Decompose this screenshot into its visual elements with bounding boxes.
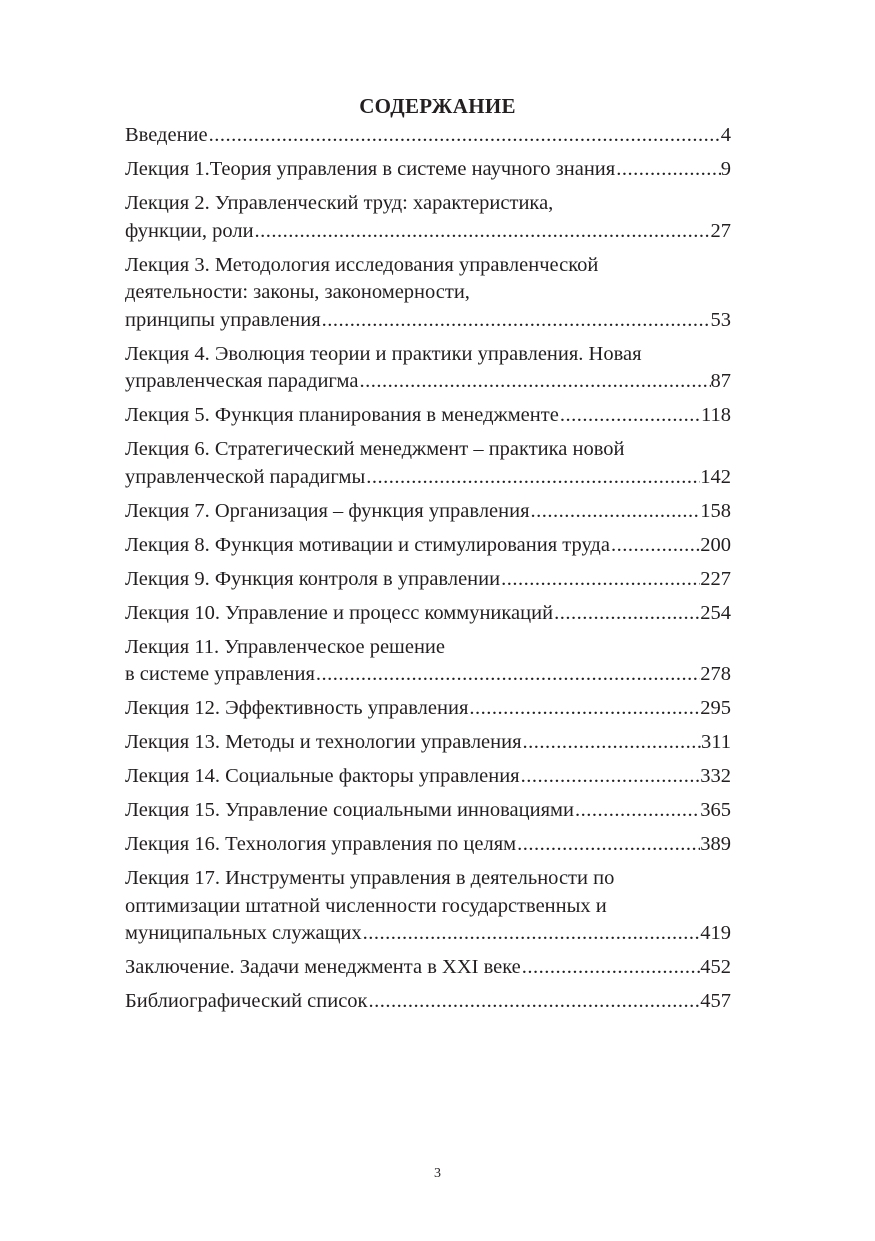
toc-entry-text: Введение (125, 124, 208, 146)
toc-entry (125, 797, 731, 825)
toc-page-number: 87 (710, 370, 731, 392)
toc-entry (125, 436, 731, 491)
toc-entry (125, 341, 731, 396)
toc-page-number: 254 (700, 601, 731, 624)
toc-entry-text: Лекция 15. Управление социальными инновациями (125, 799, 574, 821)
toc-entry-text: Лекция 1.Теория управления в системе научного знания (125, 158, 616, 180)
dot-leader (208, 122, 721, 150)
table-of-contents (125, 122, 731, 1022)
dot-leader (500, 566, 700, 594)
toc-entry-row (125, 218, 731, 246)
toc-entry (125, 402, 731, 430)
toc-entry-row (125, 729, 731, 757)
dot-leader (521, 954, 700, 982)
toc-entry (125, 600, 731, 628)
toc-page-number: 53 (710, 308, 731, 331)
toc-entry (125, 763, 731, 791)
toc-page-number: 9 (720, 158, 731, 180)
toc-page-number: 227 (700, 567, 731, 590)
toc-entry (125, 729, 731, 757)
toc-entry (125, 634, 731, 689)
toc-entry-row (125, 566, 731, 594)
toc-entry-text: Лекция 12. Эффективность управления (125, 697, 469, 719)
dot-leader (321, 307, 711, 335)
toc-entry-text: функции, роли (125, 219, 254, 242)
toc-entry-text: Лекция 11. Управленческое решение (125, 635, 445, 658)
toc-entry-row (125, 307, 731, 335)
dot-leader (254, 218, 711, 246)
toc-entry (125, 498, 731, 526)
toc-entry-row (125, 122, 731, 150)
toc-entry-text: Лекция 10. Управление и процесс коммуникаций (125, 601, 554, 624)
toc-page-number: 27 (710, 219, 731, 242)
toc-entry-row (125, 661, 731, 689)
toc-entry-text: Лекция 9. Функция контроля в управлении (125, 567, 501, 590)
dot-leader (610, 532, 700, 560)
toc-entry (125, 566, 731, 594)
toc-entry-text: Лекция 7. Организация – функция управления (125, 499, 530, 522)
toc-entry (125, 532, 731, 560)
toc-entry-text: Заключение. Задачи менеджмента в XXI веке (125, 956, 521, 978)
dot-leader (315, 661, 700, 689)
toc-entry-row (125, 156, 731, 184)
dot-leader (365, 464, 700, 492)
dot-leader (553, 600, 700, 628)
toc-entry-text: деятельности: законы, закономерности, (125, 281, 470, 303)
toc-entry (125, 865, 731, 948)
toc-entry-text: в системе управления (125, 663, 315, 685)
toc-entry-text: Лекция 13. Методы и технологии управления (125, 731, 522, 753)
page-number: 3 (434, 1166, 441, 1181)
toc-entry-row (125, 368, 731, 396)
toc-entry (125, 695, 731, 723)
toc-entry (125, 122, 731, 150)
toc-page-number: 4 (720, 124, 731, 146)
toc-page-number: 311 (701, 731, 731, 753)
dot-leader (615, 156, 721, 184)
dot-leader (520, 763, 701, 791)
toc-page-number: 419 (700, 922, 731, 944)
toc-entry-text: муниципальных служащих (125, 922, 362, 944)
toc-entry-row (125, 695, 731, 723)
toc-entry-row (125, 402, 731, 430)
toc-entry-text: Библиографический список (125, 990, 368, 1012)
toc-entry-text: Лекция 5. Функция планирования в менеджменте (125, 404, 559, 426)
toc-entry-row (125, 532, 731, 560)
toc-page-number: 452 (700, 956, 731, 978)
toc-entry-row (125, 464, 731, 492)
toc-entry-row (125, 763, 731, 791)
dot-leader (368, 988, 701, 1016)
toc-entry (125, 190, 731, 245)
toc-entry-text: Лекция 2. Управленческий труд: характеристика, (125, 192, 554, 214)
toc-page-number: 389 (700, 833, 731, 855)
dot-leader (362, 920, 701, 948)
toc-entry (125, 831, 731, 859)
toc-entry-text: управленческой парадигмы (125, 465, 366, 488)
toc-page-number: 457 (700, 990, 731, 1012)
toc-entry-text: принципы управления (125, 308, 321, 331)
toc-entry-text: Лекция 4. Эволюция теории и практики управления. Новая (125, 342, 642, 365)
toc-entry-text: Лекция 14. Социальные факторы управления (125, 765, 520, 787)
dot-leader (530, 498, 701, 526)
toc-entry-row (125, 988, 731, 1016)
toc-page-number: 332 (700, 765, 731, 787)
toc-entry-row (125, 600, 731, 628)
dot-leader (522, 729, 701, 757)
toc-page-number: 118 (701, 404, 731, 426)
toc-entry (125, 252, 731, 335)
toc-entry-text: Лекция 17. Инструменты управления в деятельности по (125, 867, 615, 889)
toc-page-number: 295 (700, 697, 731, 719)
toc-entry-row (125, 920, 731, 948)
toc-page-number: 365 (700, 799, 731, 821)
toc-entry-row (125, 797, 731, 825)
toc-entry-text: Лекция 6. Стратегический менеджмент – практика новой (125, 438, 625, 460)
toc-entry-text: Лекция 8. Функция мотивации и стимулирования труда (125, 533, 610, 556)
toc-entry (125, 156, 731, 184)
dot-leader (559, 402, 701, 430)
toc-entry-row (125, 831, 731, 859)
toc-entry-row (125, 954, 731, 982)
toc-page-number: 278 (700, 663, 731, 685)
dot-leader (359, 368, 711, 396)
toc-entry-text: Лекция 16. Технология управления по целям (125, 833, 517, 855)
toc-page-number: 200 (700, 533, 731, 556)
toc-entry-row (125, 498, 731, 526)
dot-leader (468, 695, 700, 723)
toc-entry-text: управленческая парадигма (125, 370, 359, 392)
toc-entry (125, 954, 731, 982)
toc-entry (125, 988, 731, 1016)
toc-page-number: 158 (700, 499, 731, 522)
toc-entry-text: Лекция 3. Методология исследования управленческой (125, 253, 599, 276)
dot-leader (574, 797, 700, 825)
page-title: СОДЕРЖАНИЕ (359, 94, 516, 118)
dot-leader (516, 831, 700, 859)
toc-page-number: 142 (700, 465, 731, 488)
toc-entry-text: оптимизации штатной численности государственных и (125, 894, 607, 917)
